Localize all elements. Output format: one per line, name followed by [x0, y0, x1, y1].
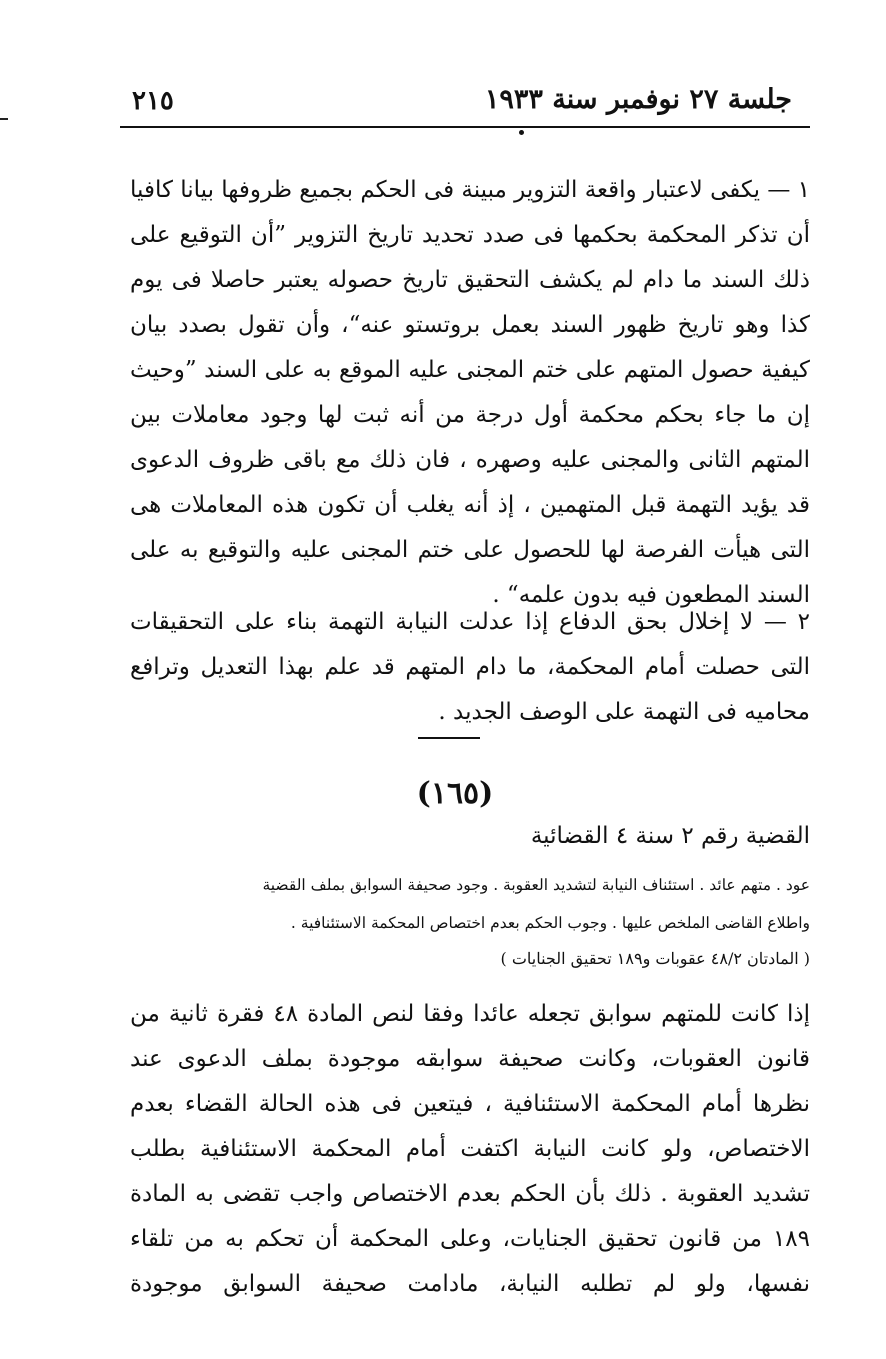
- running-title: جلسة ٢٧ نوفمبر سنة ١٩٣٣: [484, 84, 792, 115]
- holding-paragraph-2: ٢ — لا إخلال بحق الدفاع إذا عدلت النيابة التهمة بناء على التحقيقات التى حصلت أمام المحكمة، ما دام المتهم قد علم بهذا التعديل وترافع محاميه فى التهمة على الوصف الجديد .: [130, 609, 810, 725]
- case-keywords: [130, 866, 810, 942]
- case-title: القضية رقم ٢ سنة ٤ القضائية: [530, 823, 810, 849]
- keywords-line-2: واطلاع القاضى الملخص عليها . وجوب الحكم بعدم اختصاص المحكمة الاستئنافية .: [290, 914, 810, 932]
- scan-edge-mark: [0, 118, 8, 120]
- header-rule: [120, 126, 810, 128]
- case-number: (١٦٥): [416, 776, 494, 811]
- page-number: ٢١٥: [132, 86, 174, 116]
- section-divider: [418, 737, 480, 739]
- page-header: [120, 82, 810, 122]
- keywords-line-1: عود . متهم عائد . استئناف النيابة لتشديد العقوبة . وجود صحيفة السوابق بملف القضية: [262, 876, 810, 894]
- header-dot: [519, 130, 524, 135]
- cited-articles: ( المادتان ٤٨/٢ عقوبات و١٨٩ تحقيق الجنايات ): [500, 949, 810, 968]
- ruling-paragraph: إذا كانت للمتهم سوابق تجعله عائدا وفقا لنص المادة ٤٨ فقرة ثانية من قانون العقوبات، وكانت صحيفة سوابقه موجودة بملف الدعوى عند نظرها أمام المحكمة الاستئنافية ، فيتعين فى هذه الحالة القضاء بعدم الاختصاص، ولو كانت النيابة اكتفت أمام المحكمة الاستئنافية بطلب تشديد العقوبة . ذلك بأن الحكم بعدم الاختصاص واجب تقضى به المادة ١٨٩ من قانون تحقيق الجنايات، وعلى المحكمة أن تحكم به من تلقاء نفسها، ولو لم تطلبه النيابة، مادامت صحيفة السوابق موجودة: [130, 1001, 810, 1297]
- holding-paragraph-1: ١ — يكفى لاعتبار واقعة التزوير مبينة فى الحكم بجميع ظروفها بيانا كافيا أن تذكر المحكمة بحكمها فى صدد تحديد تاريخ التزوير ”أن التوقيع على ذلك السند ما دام لم يكشف التحقيق تاريخ حصوله يعتبر حاصلا فى يوم كذا وهو تاريخ ظهور السند بعمل بروتستو عنه“، وأن تقول بصدد بيان كيفية حصول المتهم على ختم المجنى عليه الموقع به على السند ”وحيث إن ما جاء بحكم محكمة أول درجة من أنه ثبت لها وجود معاملات بين المتهم الثانى والمجنى عليه وصهره ، فان ذلك مع باقى ظروف الدعوى قد يؤيد التهمة قبل المتهمين ، إذ أنه يغلب أن تكون هذه المعاملات هى التى هيأت الفرصة لها للحصول على ختم المجنى عليه والتوقيع به على السند المطعون فيه بدون علمه“ .: [130, 177, 810, 608]
